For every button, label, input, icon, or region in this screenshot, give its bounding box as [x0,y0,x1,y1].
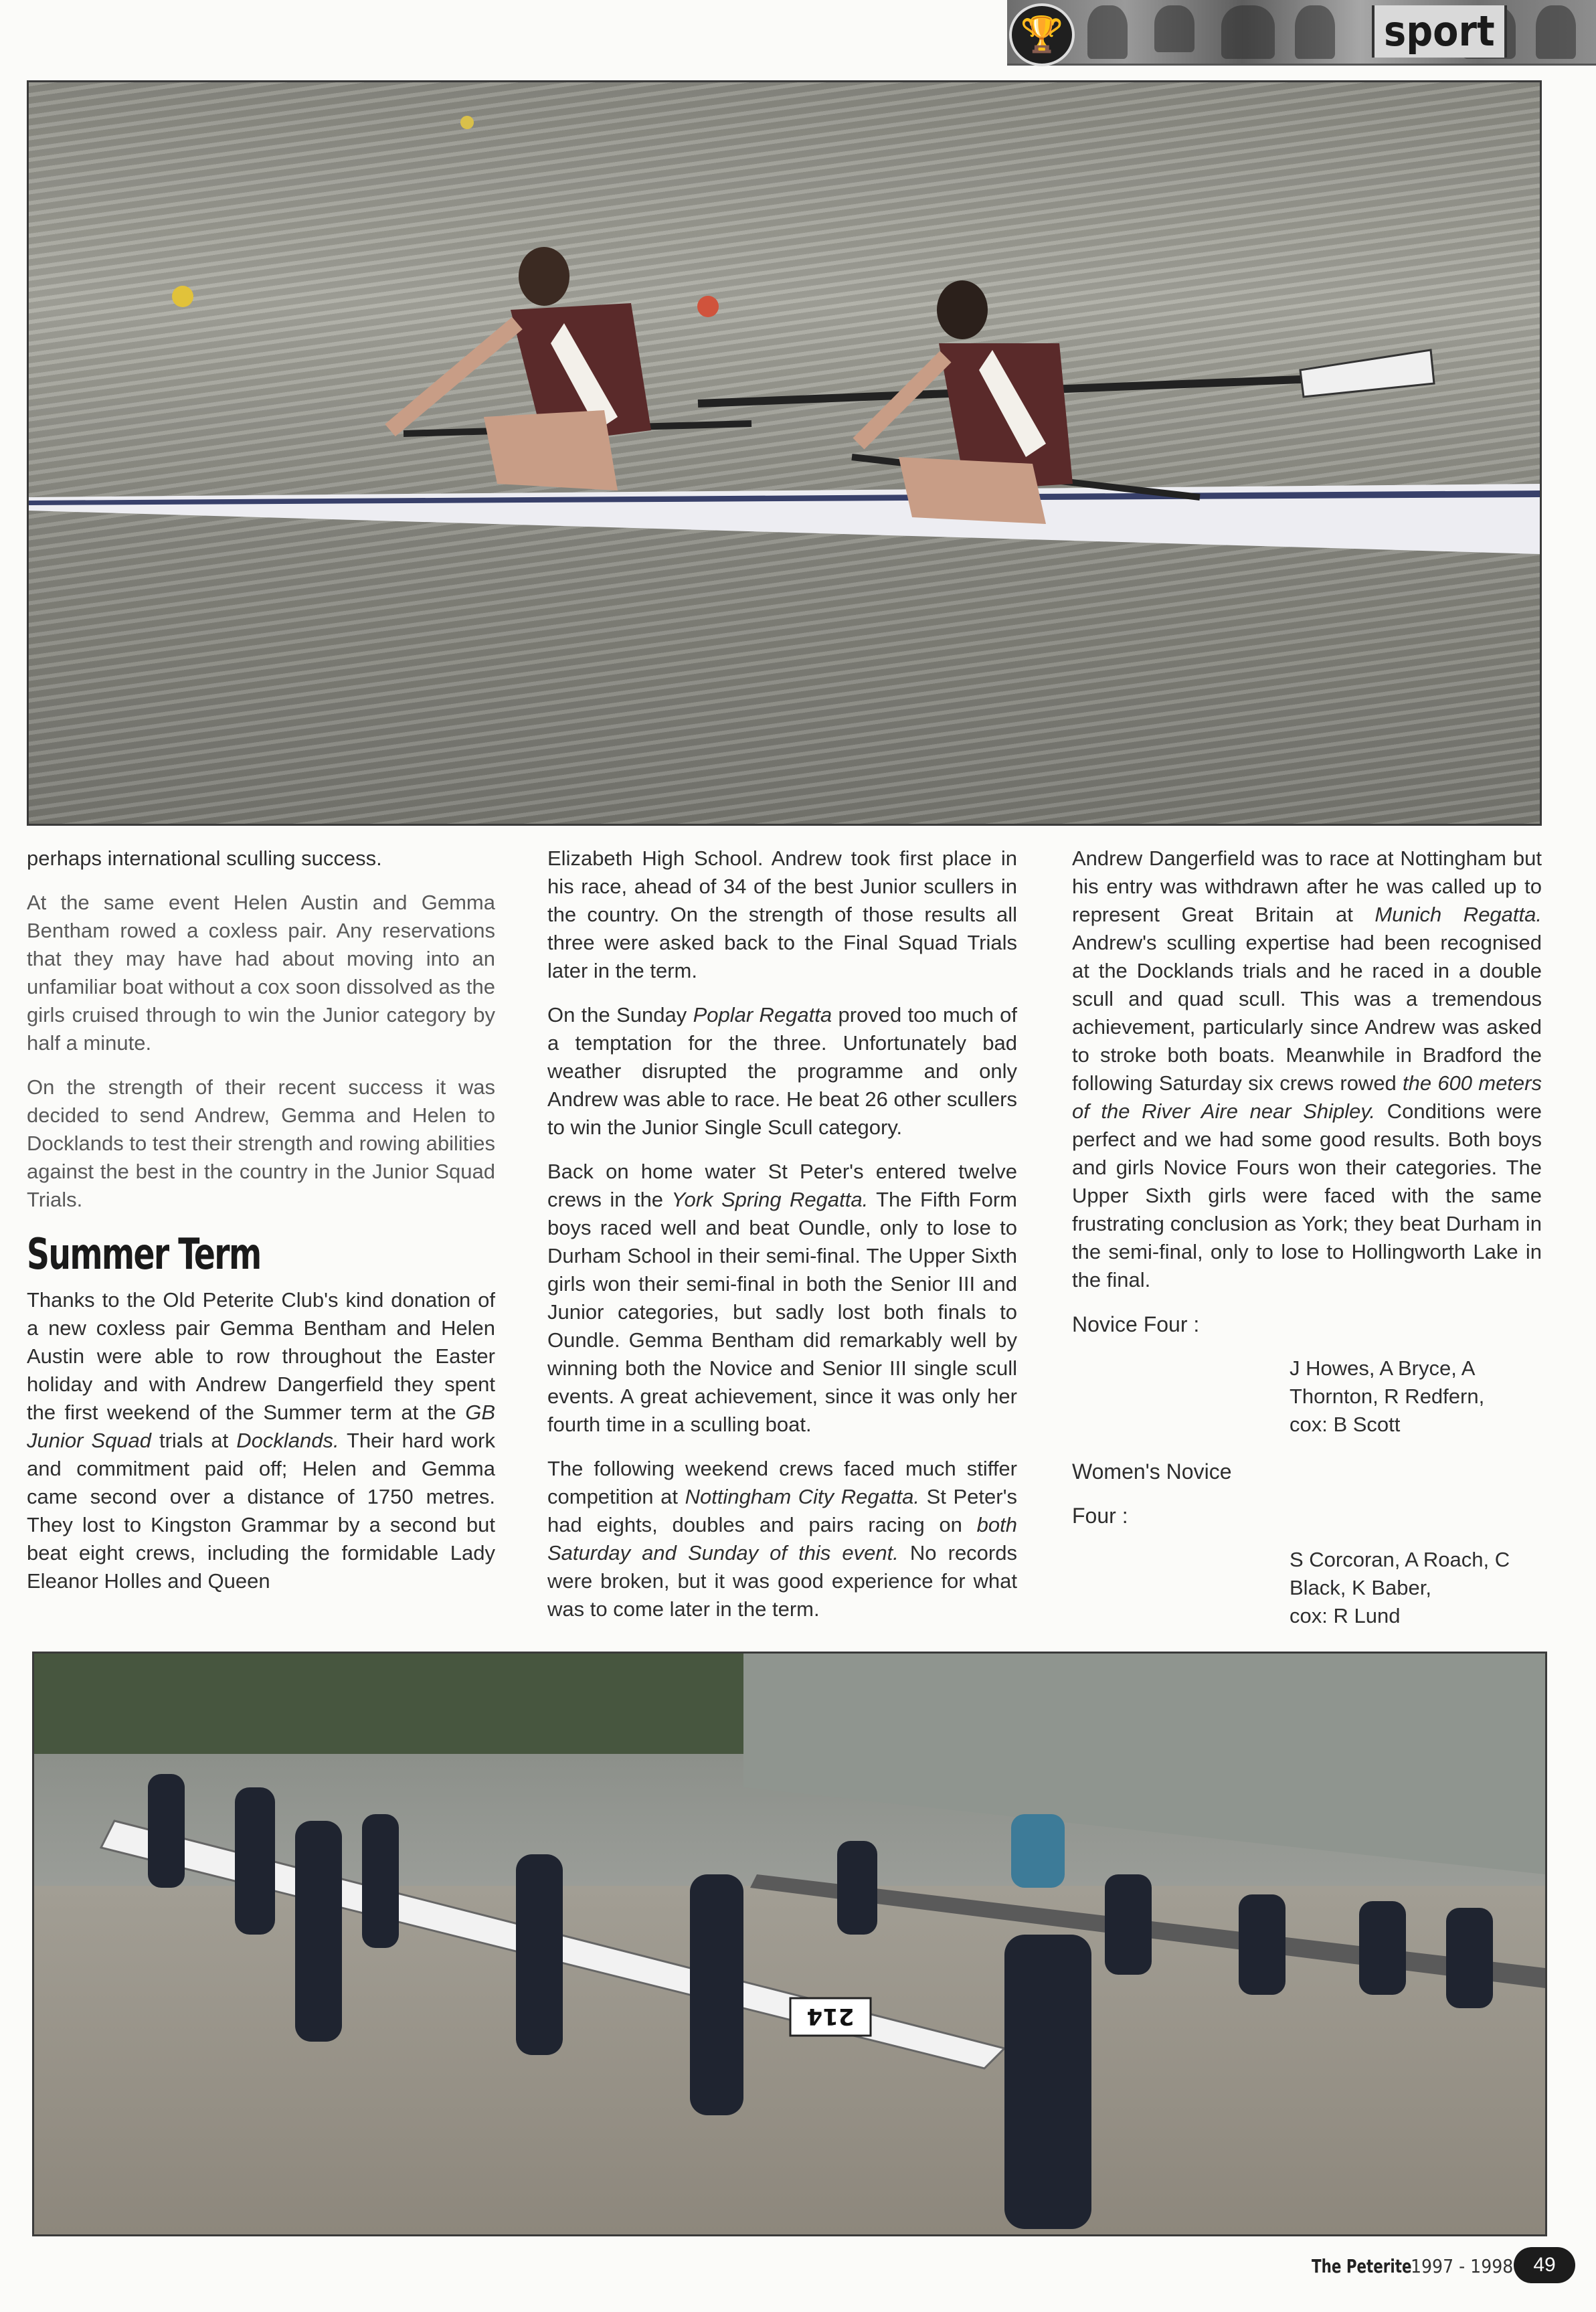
crew-label: Four : [1072,1504,1128,1528]
crews-launching-photo [32,1652,1547,2236]
publication-year: 1997 - 1998 [1411,2255,1514,2277]
crew-names-line: cox: R Lund [1290,1604,1401,1627]
article-column-1 [27,844,495,1611]
paragraph: Andrew Dangerfield was to race at Nottingham but his entry was withdrawn after he was called up to represent Great Britain at Munich Regatta. Andrew's sculling expertise had been recognised at the Docklands trials and he raced in a double scull and quad scull. This was a tremendous achievement, particularly since Andrew was asked to stroke both boats. Meanwhile in Bradford the following Saturday six crews rowed the 600 meters of the River Aire near Shipley. Conditions were perfect and we had some good results. Both boys and girls Novice Fours won their categories. The Upper Sixth girls were faced with the same frustrating conclusion as York; they beat Durham in the semi-final, only to lose to Hollingworth Lake in the final. [1072,847,1542,1292]
crew-names-line: Thornton, R Redfern, [1290,1385,1485,1408]
paragraph: On the strength of their recent success it was decided to send Andrew, Gemma and Helen to Docklands to test their strength and rowing abilities against the best in the country in the Junior Squad Trials. [27,1075,495,1211]
header-banner [1007,0,1596,66]
crew-list-womens-novice-four [1072,1457,1542,1630]
section-heading: Summer Term [27,1230,261,1279]
paragraph: Elizabeth High School. Andrew took first place in his race, ahead of 34 of the best Junior scullers in the country. On the strength of those results all three were asked back to the Final Squad Trials later in the term. [547,847,1017,982]
crew-names-line: Black, K Baber, [1290,1576,1431,1599]
paragraph: The following weekend crews faced much stiffer competition at Nottingham City Regatta. St Peter's had eights, doubles and pairs racing on both Saturday and Sunday of this event. No records were broken, but it was good experience for what was to come later in the term. [547,1457,1018,1621]
boat-number: 214 [806,2003,855,2030]
trophy-icon: 🏆 [1009,3,1075,66]
crew-label: Women's Novice [1072,1459,1232,1484]
crew-label: Novice Four : [1072,1312,1200,1336]
section-label: sport [1372,5,1507,58]
crew-names-line: J Howes, A Bryce, A [1290,1356,1476,1380]
article-column-3 [1072,844,1542,1630]
publication-title: The Peterite [1312,2255,1412,2277]
paragraph: Thanks to the Old Peterite Club's kind donation of a new coxless pair Gemma Bentham and Helen Austin were able to row throughout the Easter holiday and with Andrew Dangerfield they spent the first weekend of the Summer term at the GB Junior Squad trials at Docklands. Their hard work and commitment paid off; Helen and Gemma came second over a distance of 1750 metres. They lost to Kingston Grammar by a second but beat eight crews, including the formidable Lady Eleanor Holles and Queen [27,1288,495,1593]
paragraph: Back on home water St Peter's entered twelve crews in the York Spring Regatta. The Fifth Form boys raced well and beat Oundle, only to lose to Durham School in their semi-final. The Upper Sixth girls won their semi-final in both the Senior III and Junior categories, but sadly lost both finals to Oundle. Gemma Bentham did remarkably well by winning both the Novice and Senior III single scull events. A great achievement, since it was only her fourth time in a sculling boat. [547,1160,1018,1436]
rowing-pair-photo [27,80,1542,826]
paragraph: On the Sunday Poplar Regatta proved too much of a temptation for the three. Unfortunately bad weather disrupted the programme and only Andrew was able to race. He beat 26 other scullers to win the Junior Single Scull category. [547,1003,1017,1139]
page-number: 49 [1514,2247,1575,2283]
paragraph: At the same event Helen Austin and Gemma Bentham rowed a coxless pair. Any reservations that they may have had about moving into an unfamiliar boat without a cox soon dissolved as the girls cruised through to win the Junior category by half a minute. [27,891,495,1055]
crew-names-line: cox: B Scott [1290,1413,1401,1436]
paragraph: perhaps international sculling success. [27,847,382,870]
crew-names-line: S Corcoran, A Roach, C [1290,1548,1510,1571]
article-column-2 [547,844,1017,1639]
crew-list-novice-four [1072,1310,1542,1439]
